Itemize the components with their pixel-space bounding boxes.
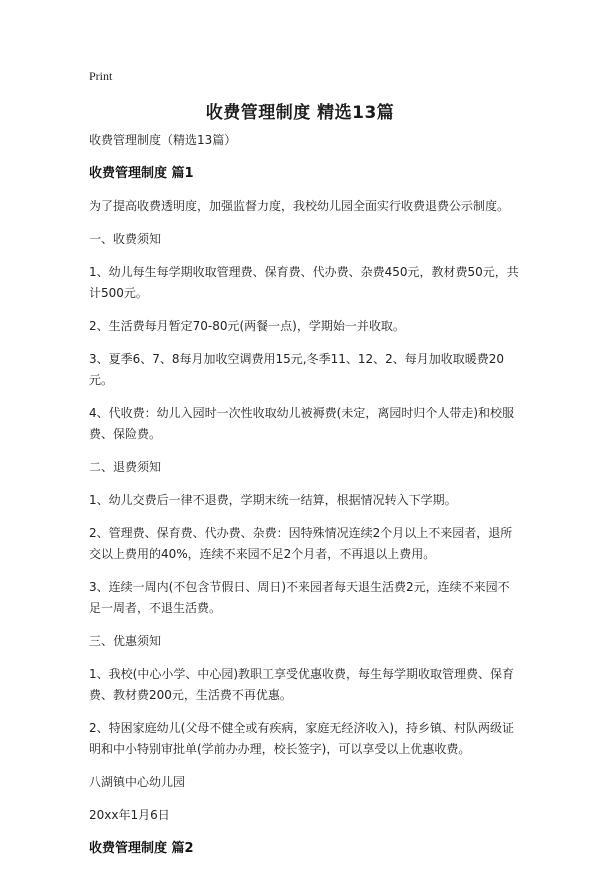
fee-item: 3、夏季6、7、8每月加收空调费用15元,冬季11、12、2、每月加收取暖费20元。 — [89, 352, 505, 387]
page-title: 收费管理制度 精选13篇 — [205, 103, 395, 123]
section-heading-2: 收费管理制度 篇2 — [89, 841, 194, 856]
fee-item: 4、代收费：幼儿入园时一次性收取幼儿被褥费(未定，离园时归个人带走)和校服费、保险费。 — [89, 406, 515, 441]
fee-item: 1、幼儿每生每学期收取管理费、保育费、代办费、杂费450元，教材费50元，共计500元。 — [89, 265, 519, 300]
intro-paragraph: 为了提高收费透明度，加强监督力度，我校幼儿园全面实行收费退费公示制度。 — [89, 199, 510, 213]
notice-heading-discount: 三、优惠须知 — [89, 634, 162, 648]
notice-heading-refund: 二、退费须知 — [89, 460, 162, 474]
discount-item: 2、特困家庭幼儿(父母不健全或有疾病，家庭无经济收入)，持乡镇、村队两级证明和中小特别审批单(学前办办理，校长签字)，可以享受以上优惠收费。 — [89, 721, 515, 756]
notice-heading-fees: 一、收费须知 — [89, 232, 162, 246]
print-link[interactable]: Print — [89, 69, 113, 83]
signature-date: 20xx年1月6日 — [89, 808, 170, 822]
refund-item: 3、连续一周内(不包含节假日、周日)不来园者每天退生活费2元，连续不来园不足一周者，不退生活费。 — [89, 580, 510, 615]
section-heading-1: 收费管理制度 篇1 — [89, 166, 194, 181]
fee-item: 2、生活费每月暂定70-80元(两餐一点)，学期始一并收取。 — [89, 319, 405, 333]
document-subtitle: 收费管理制度（精选13篇） — [89, 133, 237, 147]
document-body — [89, 130, 519, 871]
signature-organization: 八湖镇中心幼儿园 — [89, 775, 186, 789]
discount-item: 1、我校(中心小学、中心园)教职工享受优惠收费，每生每学期收取管理费、保育费、教材费200元，生活费不再优惠。 — [89, 667, 515, 702]
refund-item: 1、幼儿交费后一律不退费，学期末统一结算，根据情况转入下学期。 — [89, 493, 457, 507]
refund-item: 2、管理费、保育费、代办费、杂费：因特殊情况连续2个月以上不来园者，退所交以上费用的40%，连续不来园不足2个月者，不再退以上费用。 — [89, 526, 513, 561]
